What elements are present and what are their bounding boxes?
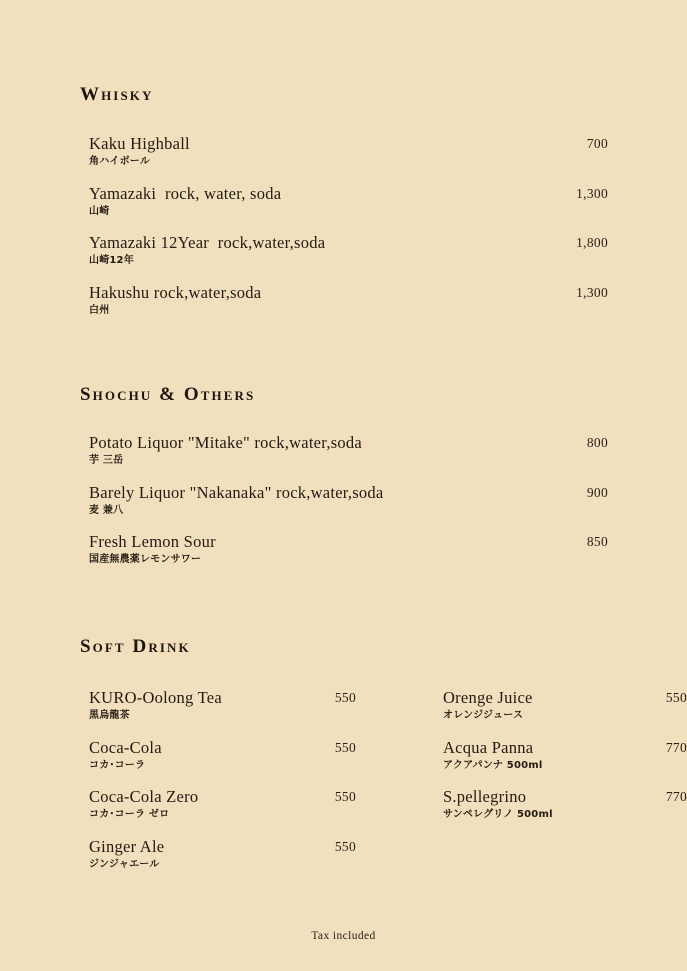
menu-item-name: Hakushu rock,water,soda <box>89 282 262 302</box>
tax-included-note: Tax included <box>311 930 376 942</box>
menu-item-japanese-name: オレンジジュース <box>443 710 524 721</box>
section-heading-whisky: Whisky <box>80 84 154 105</box>
menu-item-name: Ginger Ale <box>89 836 165 856</box>
menu-item-japanese-name: アクアパンナ 500ml <box>443 759 543 771</box>
menu-item <box>0 233 687 283</box>
menu-item-price: 1,300 <box>576 284 608 300</box>
menu-item <box>0 283 687 333</box>
menu-item-name: Yamazaki rock, water, soda <box>89 183 282 203</box>
menu-item-japanese-name: 麦 兼八 <box>89 504 124 516</box>
menu-item <box>354 787 687 837</box>
menu-item-japanese-name: 山崎12年 <box>89 255 134 266</box>
menu-item-name: Yamazaki 12Year rock,water,soda <box>89 233 326 252</box>
soft-drink-columns <box>0 688 687 888</box>
menu-item-japanese-name: コカ･コーラ ゼロ <box>89 809 170 820</box>
menu-item-name: Barely Liquor "Nakanaka" rock,water,soda <box>89 482 384 502</box>
menu-item-head <box>89 433 687 453</box>
menu-item-name: KURO-Oolong Tea <box>89 688 222 707</box>
menu-item-price: 900 <box>586 484 608 500</box>
menu-item-price: 550 <box>334 789 356 804</box>
menu-item <box>0 483 687 533</box>
menu-item-japanese-name: サンペレグリノ 500ml <box>443 809 553 820</box>
menu-item-name: Acqua Panna <box>443 737 534 757</box>
menu-item-price: 1,800 <box>576 235 608 250</box>
menu-item <box>0 184 687 234</box>
section-heading-shochu-and-others: Shochu & Others <box>80 384 256 405</box>
shochu-item-list <box>0 433 687 582</box>
section-whisky <box>0 85 687 332</box>
menu-item-head <box>89 837 370 857</box>
menu-item-name: S.pellegrino <box>443 787 527 806</box>
menu-item-price: 550 <box>334 739 356 755</box>
menu-item-head <box>89 688 370 708</box>
soft-drink-list-left <box>0 688 370 886</box>
menu-item <box>0 787 370 837</box>
menu-item-head <box>89 532 687 552</box>
menu-item-name: Potato Liquor "Mitake" rock,water,soda <box>89 433 362 452</box>
menu-item-price: 1,300 <box>576 185 608 201</box>
menu-item-head <box>89 283 687 303</box>
menu-item-japanese-name: 白州 <box>89 304 110 316</box>
menu-item <box>354 738 687 788</box>
soft-drink-list-right <box>354 688 687 837</box>
menu-item-japanese-name: 山崎 <box>89 205 110 217</box>
menu-item-price: 550 <box>334 690 356 705</box>
menu-item-name: Kaku Highball <box>89 134 190 153</box>
menu-item-head <box>89 134 687 154</box>
menu-item-name: Coca-Cola Zero <box>89 787 199 806</box>
menu-item-price: 850 <box>586 534 608 549</box>
menu-item-head <box>89 738 370 758</box>
menu-item-head <box>443 688 687 708</box>
menu-item <box>0 134 687 184</box>
menu-item-head <box>443 787 687 807</box>
section-shochu-and-others <box>0 385 687 582</box>
menu-item-price: 770 <box>665 789 687 804</box>
menu-item-head <box>89 184 687 204</box>
menu-item <box>0 688 370 738</box>
menu-item-head <box>443 738 687 758</box>
menu-item-price: 800 <box>586 435 608 450</box>
menu-item <box>354 688 687 738</box>
menu-item-name: Coca-Cola <box>89 737 162 757</box>
menu-item-name: Orenge Juice <box>443 688 533 707</box>
menu-item-price: 700 <box>586 136 608 151</box>
menu-item-price: 770 <box>665 739 687 755</box>
menu-item <box>0 532 687 582</box>
menu-item <box>0 837 370 887</box>
menu-item-japanese-name: 芋 三岳 <box>89 455 124 466</box>
section-soft-drink <box>0 637 687 888</box>
menu-item-japanese-name: 黒烏龍茶 <box>89 710 130 721</box>
menu-item-price: 550 <box>665 690 687 705</box>
menu-item-price: 550 <box>334 838 356 854</box>
menu-item-head <box>89 233 687 253</box>
menu-item-name: Fresh Lemon Sour <box>89 532 216 551</box>
menu-item-japanese-name: ジンジャエール <box>89 858 160 870</box>
menu-item-japanese-name: 国産無農薬レモンサワー <box>89 554 202 565</box>
menu-item <box>0 738 370 788</box>
menu-item-japanese-name: コカ･コーラ <box>89 759 146 771</box>
menu-item-head <box>89 787 370 807</box>
menu-item-japanese-name: 角ハイボール <box>89 156 150 167</box>
menu-item <box>0 433 687 483</box>
whisky-item-list <box>0 134 687 332</box>
section-heading-soft-drink: Soft Drink <box>80 636 191 657</box>
menu-item-head <box>89 483 687 503</box>
